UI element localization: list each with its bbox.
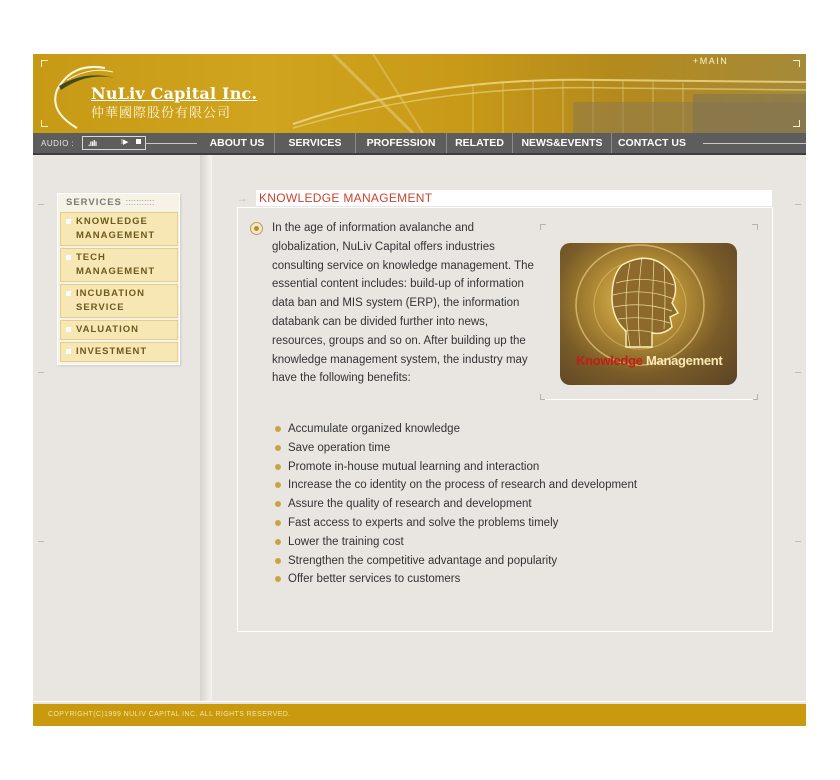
sidebar-item-tech-management[interactable]: TECH MANAGEMENT [60, 248, 178, 282]
nav-news-events[interactable]: NEWS&EVENTS [521, 137, 603, 149]
knowledge-management-image [560, 243, 737, 385]
list-item: Lower the training cost [275, 533, 637, 552]
nav-bar [33, 133, 806, 155]
services-menu-title [58, 194, 179, 212]
copyright-text: COPYRIGHT(C)1999 NULIV CAPITAL INC. ALL RIGHTS RESERVED. [48, 711, 291, 718]
nav-services[interactable]: SERVICES [288, 137, 342, 149]
sidebar-divider [200, 155, 212, 701]
volume-bars-icon[interactable]: .ııIı [88, 139, 97, 148]
services-title-text: SERVICES [66, 197, 122, 208]
side-tick [795, 541, 801, 542]
sidebar-item-knowledge-management[interactable]: KNOWLEDGE MANAGEMENT [60, 212, 178, 246]
frame-corner [540, 224, 546, 230]
banner-corner [793, 60, 800, 67]
main-link[interactable]: +MAIN [693, 56, 729, 66]
page-frame [33, 54, 806, 726]
list-item: Fast access to experts and solve the problems timely [275, 514, 637, 533]
frame-line [545, 399, 753, 400]
section-title-bar [256, 190, 772, 206]
stop-icon[interactable] [136, 139, 141, 144]
intro-paragraph: In the age of information avalanche and globalization, NuLiv Capital offers industries consulting service on knowledge management. The essential content includes: build-up of information data ban and MIS system (ERP), the information databank can be divided further into news, resources, groups and so on. After building up the knowledge management system, the industry may have the following benefits: [272, 222, 534, 385]
services-menu [57, 193, 180, 365]
list-item: Strengthen the competitive advantage and popularity [275, 552, 637, 571]
nav-profession[interactable]: PROFESSION [366, 137, 436, 149]
side-tick [38, 541, 44, 542]
side-tick [38, 204, 44, 205]
side-tick [795, 204, 801, 205]
benefits-list [275, 420, 637, 589]
company-name-chinese: 仲華國際股份有限公司 [91, 106, 232, 121]
sidebar-item-valuation[interactable]: VALUATION [60, 320, 178, 340]
header-banner [33, 54, 806, 133]
list-item: Assure the quality of research and development [275, 495, 637, 514]
nav-related[interactable]: RELATED [455, 137, 504, 149]
nav-contact-us[interactable]: CONTACT US [617, 137, 687, 149]
frame-corner [752, 224, 758, 230]
nav-divider-line [703, 143, 806, 144]
radio-bullet-icon [250, 222, 263, 235]
section-title: KNOWLEDGE MANAGEMENT [259, 191, 433, 205]
footer-bar [33, 704, 806, 726]
list-item: Promote in-house mutual learning and interaction [275, 458, 637, 477]
audio-control[interactable] [82, 136, 146, 150]
sidebar-item-incubation-service[interactable]: INCUBATION SERVICE [60, 284, 178, 318]
side-tick [38, 372, 44, 373]
side-tick [795, 372, 801, 373]
play-icon[interactable]: I▶ [121, 139, 129, 146]
arrow-right-icon: → [236, 191, 248, 205]
banner-corner [793, 120, 800, 127]
list-item: Save operation time [275, 439, 637, 458]
services-title-dots: ::::::::::: [125, 197, 155, 208]
image-caption-knowledge: Knowledge [576, 353, 643, 368]
nav-divider-line [145, 143, 197, 144]
audio-label: AUDIO : [41, 139, 75, 148]
list-item: Accumulate organized knowledge [275, 420, 637, 439]
sidebar-item-investment[interactable]: INVESTMENT [60, 342, 178, 362]
list-item: Increase the co identity on the process of research and development [275, 476, 637, 495]
company-name: NuLiv Capital Inc. [91, 84, 258, 103]
image-caption-management: Management [646, 353, 723, 368]
nav-about-us[interactable]: ABOUT US [209, 137, 265, 149]
footer-divider [33, 701, 806, 702]
list-item: Offer better services to customers [275, 570, 637, 589]
